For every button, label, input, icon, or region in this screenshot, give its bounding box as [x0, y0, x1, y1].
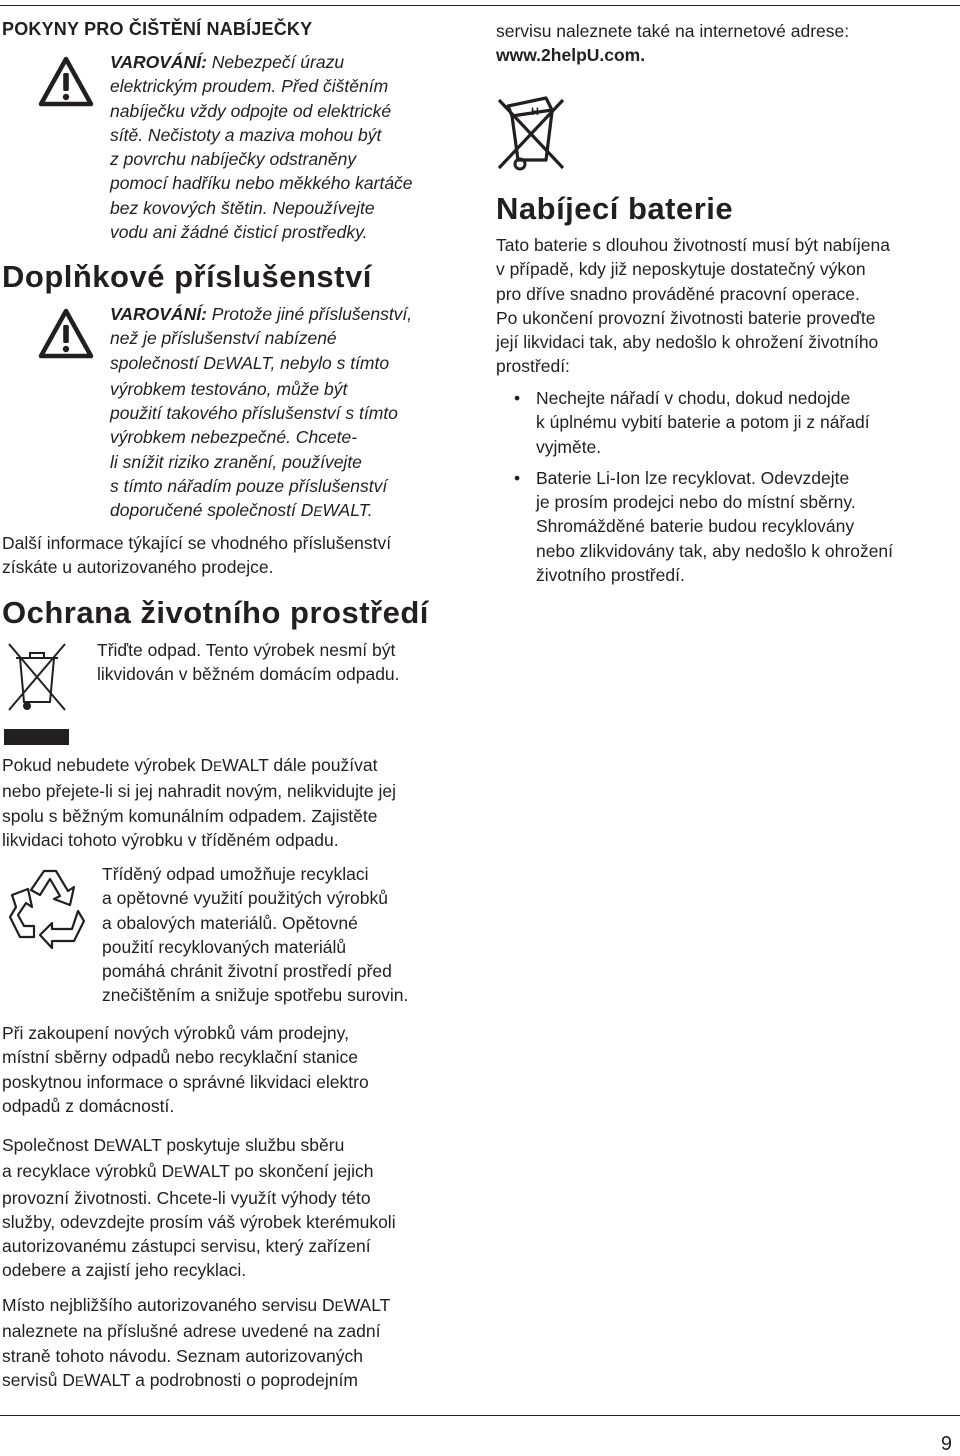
list-item: • Baterie Li-Ion lze recyklovat. Odevzdejte je prosím prodejci nebo do místní sběrny. Shromážděné baterie budou recyklovány nebo zlikvidovány tak, aby nedošlo k ohrožení životního prostředí.: [496, 466, 956, 587]
service-web-continuation: servisu naleznete také na internetové adrese: www.2helpU.com.: [496, 19, 956, 68]
website-url: www.2helpU.com.: [496, 45, 646, 66]
recycling-text: Tříděný odpad umožňuje recyklaci a opětovné využití použitých výrobků a obalových materiálů. Opětovné použití recyklovaných materiálů pomáhá chránit životní prostředí před znečištěním a snižuje spotřebu surovin.: [102, 864, 409, 1006]
top-rule: [0, 5, 960, 6]
warning-line: doporučené společností DEWALT.: [110, 500, 373, 521]
list-item: • Nechejte nářadí v chodu, dokud nedojde k úplnému vybití baterie a potom ji z nářadí vyjměte.: [496, 386, 956, 459]
warning-line: li snížit riziko zranění, používejte: [110, 451, 362, 472]
environment-heading: Ochrana životního prostředí: [2, 595, 429, 630]
disposal-paragraph: Pokud nebudete výrobek DEWALT dále používat nebo přejete-li si jej nahradit novým, nelikvidujte jej spolu s běžným komunálním odpadem. Zajistěte likvidaci tohoto výrobku v tříděném odpadu.: [2, 755, 396, 850]
warning-line: výrobkem testováno, může být: [110, 378, 348, 399]
accessories-warning: [110, 302, 474, 525]
bottom-rule: [0, 1415, 960, 1416]
battery-intro: Tato baterie s dlouhou životností musí být nabíjena v případě, kdy již neposkytuje dostatečný výkon pro dříve snadno prováděné pracovní operace. Po ukončení provozní životnosti baterie proveďte její likvidaci tak, aby nedošlo k ohrožení životního prostředí:: [496, 235, 890, 377]
warning-line: výrobkem nebezpečné. Chcete-: [110, 427, 358, 448]
warning-line: pomocí hadříku nebo měkkého kartáče: [110, 173, 413, 194]
warning-line: použití takového příslušenství s tímto: [110, 403, 398, 424]
warning-line: elektrickým proudem. Před čištěním: [110, 76, 389, 97]
accessories-info: Další informace týkající se vhodného příslušenství získáte u autorizovaného prodejce.: [2, 533, 392, 578]
warning-line: sítě. Nečistoty a maziva mohou být: [110, 124, 382, 145]
recycle-icon: [4, 865, 94, 958]
warning-triangle-icon: [38, 308, 94, 365]
svg-text:H: H: [531, 106, 539, 118]
separate-collection-bar: [4, 729, 69, 745]
warning-line: bez kovových štětin. Nepoužívejte: [110, 197, 375, 218]
warning-line: nabíječku vždy odpojte od elektrické: [110, 100, 392, 121]
warning-triangle-icon: [38, 56, 94, 113]
warning-label: VAROVÁNÍ:: [110, 52, 207, 72]
battery-bullets: [496, 386, 956, 594]
warning-line: společností DEWALT, nebylo s tímto: [110, 352, 390, 373]
warning-label: VAROVÁNÍ:: [110, 304, 207, 324]
stores-info-paragraph: Při zakoupení nových výrobků vám prodejny, místní sběrny odpadů nebo recyklační stanice poskytnou informace o správné likvidaci elektro odpadů z domácností.: [2, 1023, 369, 1116]
cleaning-heading: POKYNY PRO ČIŠTĚNÍ NABÍJEČKY: [2, 19, 313, 39]
accessories-heading: Doplňkové příslušenství: [2, 259, 372, 294]
warning-line: s tímto nářadím pouze příslušenství: [110, 476, 388, 497]
page-number: 9: [940, 1433, 952, 1455]
warning-line: než je příslušenství nabízené: [110, 328, 337, 349]
warning-line: VAROVÁNÍ: Protože jiné příslušenství,: [110, 304, 413, 324]
warning-line: z povrchu nabíječky odstraněny: [110, 149, 357, 170]
sort-waste-text: Třiďte odpad. Tento výrobek nesmí být likvidován v běžném domácím odpadu.: [97, 640, 400, 685]
service-location-paragraph: Místo nejbližšího autorizovaného servisu DEWALT naleznete na příslušné adrese uvedené na zadní straně tohoto návodu. Seznam autorizovaných servisů DEWALT a podrobnosti o poprodejním: [2, 1295, 391, 1390]
crossed-bin-icon: [6, 640, 68, 721]
crossed-battery-bin-icon: [496, 90, 566, 179]
warning-line: vodu ani žádné čisticí prostředky.: [110, 222, 368, 243]
collection-service-paragraph: Společnost DEWALT poskytuje službu sběru a recyklace výrobků DEWALT po skončení jejich provozní životnosti. Chcete-li využít výhody této služby, odevzdejte prosím váš výrobek kterémukoli autorizovanému zástupci servisu, který zařízení odebere a zajistí jeho recyklaci.: [2, 1135, 396, 1281]
battery-heading: Nabíjecí baterie: [496, 191, 734, 226]
cleaning-warning: [110, 50, 470, 244]
warning-line: VAROVÁNÍ: Nebezpečí úrazu: [110, 52, 345, 72]
